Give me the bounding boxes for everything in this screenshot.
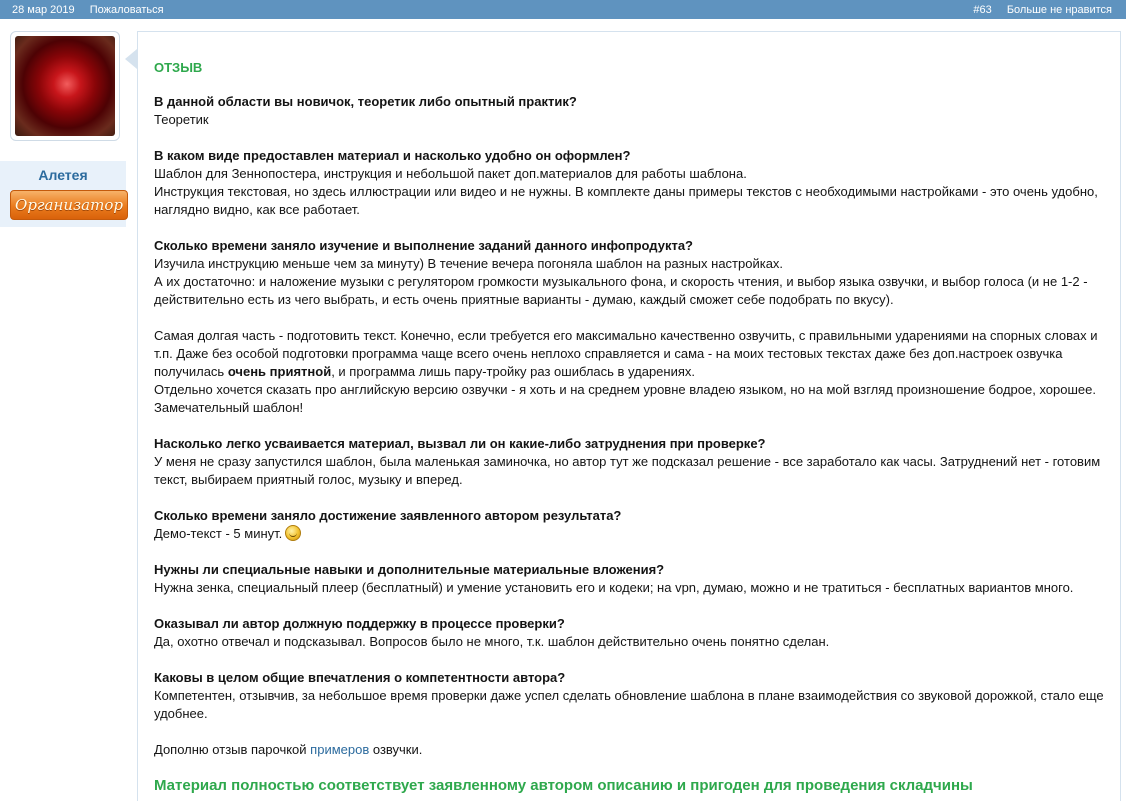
question-text: Сколько времени заняло достижение заявленного автором результата? [154, 508, 622, 523]
message-content [154, 60, 1109, 794]
qa-block-support [154, 615, 1109, 651]
answer-text: Замечательный шаблон! [154, 400, 304, 415]
answer-text: Теоретик [154, 112, 209, 127]
question-text: Нужны ли специальные навыки и дополнительные материальные вложения? [154, 562, 665, 577]
answer-text [154, 525, 1109, 543]
post-container [0, 19, 1126, 793]
report-link[interactable]: Пожаловаться [89, 3, 164, 16]
question-text: В данной области вы новичок, теоретик либо опытный практик? [154, 94, 577, 109]
user-info-pane [0, 19, 132, 229]
text-paragraph-examples [154, 741, 1109, 759]
answer-text-part: Дополню отзыв парочкой [154, 742, 311, 757]
review-conclusion: Материал полностью соответствует заявленному автором описанию и пригоден для проведения складчины [154, 777, 973, 794]
avatar[interactable] [15, 36, 115, 136]
qa-block-competence [154, 669, 1109, 723]
answer-text-part: Самая долгая часть - подготовить текст. Конечно, если требуется его максимально качественно озвучить, с правильными ударениями на спорных словах и т.п. Даже без особой подготовки программа чаще всего очень неплохо справляется и сама - на моих тестовых текстах даже без доп.настроек озвучка получилась [154, 328, 1098, 379]
qa-block-experience [154, 93, 1109, 129]
qa-block-skills [154, 561, 1109, 597]
answer-text-bold: очень приятной [227, 364, 332, 379]
post-meta-left [12, 4, 176, 16]
qa-block-difficulty [154, 435, 1109, 489]
message-pointer-arrow [125, 49, 137, 69]
qa-block-time [154, 237, 1109, 309]
qa-block-result-time [154, 507, 1109, 543]
username-link[interactable]: Алетея [38, 167, 88, 183]
answer-text: Изучила инструкцию меньше чем за минуту) В течение вечера погоняла шаблон на разных настройках. [154, 256, 784, 271]
organizer-badge: Организатор [10, 190, 128, 220]
answer-text: Нужна зенка, специальный плеер (бесплатный) и умение установить его и кодеки; на vpn, думаю, можно и не тратиться - бесплатных вариантов много. [154, 580, 1074, 595]
post-header-bar [0, 0, 1126, 19]
post-meta-right [973, 4, 1112, 16]
smiley-icon [285, 525, 301, 541]
answer-text: Инструкция текстовая, но здесь иллюстрации или видео и не нужны. В комплекте даны примеры текстов с необходимыми настройками - это очень удобно, наглядно видно, как все работает. [154, 184, 1098, 217]
qa-block-format [154, 147, 1109, 219]
question-text: Оказывал ли автор должную поддержку в процессе проверки? [154, 616, 565, 631]
answer-text: Шаблон для Зеннопостера, инструкция и небольшой пакет доп.материалов для работы шаблона. [154, 166, 747, 181]
review-title: ОТЗЫВ [154, 60, 203, 75]
answer-text [154, 327, 1109, 381]
question-text: Каковы в целом общие впечатления о компетентности автора? [154, 670, 566, 685]
message-body [137, 31, 1121, 801]
text-paragraph-preparation [154, 327, 1109, 417]
answer-text-part: , и программа лишь пару-тройку раз ошиблась в ударениях. [331, 364, 695, 379]
answer-text-part: озвучки. [369, 742, 423, 757]
answer-text: Компетентен, отзывчив, за небольшое время проверки даже успел сделать обновление шаблона в плане взаимодействия со звуковой дорожкой, стало еще удобнее. [154, 688, 1104, 721]
answer-text [154, 741, 1109, 759]
answer-text: У меня не сразу запустился шаблон, была маленькая заминочка, но автор тут же подсказал решение - все заработало как часы. Затруднений нет - готовим текст, выбираем приятный голос, музыку и вперед. [154, 454, 1101, 487]
question-text: Насколько легко усваивается материал, вызвал ли он какие-либо затруднения при проверке? [154, 436, 766, 451]
question-text: В каком виде предоставлен материал и насколько удобно он оформлен? [154, 148, 631, 163]
answer-text: Отдельно хочется сказать про английскую версию озвучки - я хоть и на среднем уровне владею языком, но на мой взгляд произношение бодрое, хорошее. [154, 382, 1096, 397]
answer-text-part: Демо-текст - 5 минут. [154, 526, 283, 541]
post-date[interactable]: 28 мар 2019 [12, 3, 75, 16]
avatar-frame[interactable] [10, 31, 120, 141]
question-text: Сколько времени заняло изучение и выполнение заданий данного инфопродукта? [154, 238, 693, 253]
examples-link[interactable]: примеров [310, 742, 370, 757]
answer-text: Да, охотно отвечал и подсказывал. Вопросов было не много, т.к. шаблон действительно очень понятно сделан. [154, 634, 830, 649]
answer-text: А их достаточно: и наложение музыки с регулятором громкости музыкального фона, и скорость чтения, и выбор языка озвучки, и выбор голоса (и не 1-2 - действительно есть из чего выбрать, и есть очень приятные варианты - думаю, каждый сможет себе подобрать по вкусу). [154, 274, 1088, 307]
unlike-link[interactable]: Больше не нравится [1006, 3, 1112, 16]
post-number-link[interactable]: #63 [973, 3, 992, 16]
